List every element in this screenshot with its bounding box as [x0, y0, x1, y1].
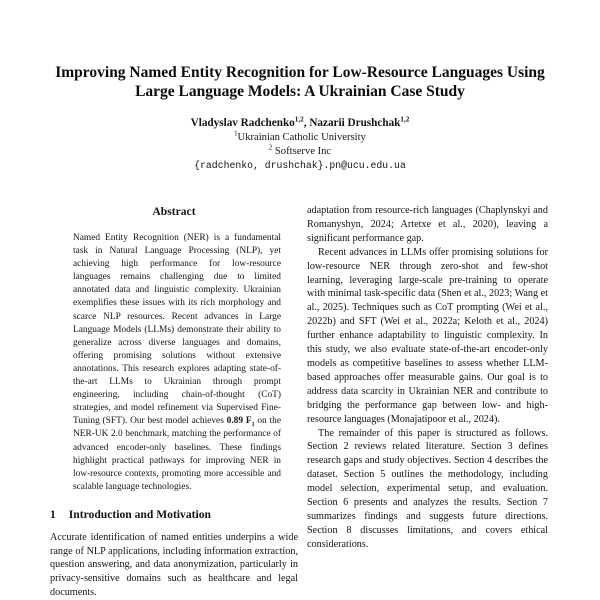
f1-score-value: 0.89 $F_1$: [226, 416, 255, 429]
left-column: [50, 204, 298, 599]
right-column-paragraph-3: The remainder of this paper is structured as follows. Section 2 reviews related literature. Section 3 defines research gaps and study objectives. Section 4 describes the dataset. Section 5 outlines the methodology, including model selection, experimental setup, and evaluation. Section 6 presents and analyzes the results. Section 7 summarizes findings and suggests future directions. Section 8 discusses limitations, and covers ethical considerations.: [307, 427, 548, 550]
affiliation-1-superscript: 1: [234, 130, 238, 138]
section-1-heading: [50, 507, 298, 522]
affiliation-2: [0, 145, 600, 158]
author-name-2: Nazarii Drushchak: [309, 117, 401, 129]
affiliation-1: [0, 131, 600, 144]
right-column-paragraph-1: adaptation from resource-rich languages (Chaplynskyi and Romanyshyn, 2024; Artetxe et al., 2020), leaving a significant performance gap.: [307, 205, 548, 244]
affiliation-2-superscript: 2: [268, 144, 273, 152]
affiliation-1-name: Ukrainian Catholic University: [237, 132, 366, 143]
affiliation-2-name: Softserve Inc: [272, 146, 332, 157]
paper-title: [0, 63, 600, 101]
author-2-superscript: 1,2: [400, 115, 410, 124]
f1-subscript: 1: [251, 422, 255, 429]
paper-header: [0, 63, 600, 171]
authors-email: {radchenko, drushchak}.pn@ucu.edu.ua: [194, 160, 406, 171]
section-1-number: 1: [50, 507, 56, 521]
author-1-superscript: 1,2: [294, 115, 304, 124]
abstract-heading: Abstract: [152, 205, 196, 218]
section-1-title: Introduction and Motivation: [68, 507, 211, 521]
author-name-1: Vladyslav Radchenko: [190, 117, 295, 129]
title-line-1: Improving Named Entity Recognition for Low-Resource Languages Using: [55, 64, 545, 81]
introduction-paragraph: Accurate identification of named entities underpins a wide range of NLP applications, including information extraction, question answering, and data anonymization, particularly in privacy-sensitive domains such as healthcare and legal documents.: [50, 531, 298, 598]
authors-line: [0, 117, 600, 130]
abstract-text-before-metric: Named Entity Recognition (NER) is a fundamental task in Natural Language Processing (NLP), yet achieving high performance for low-resource languages remains challenging due to limited annotated data and linguistic complexity. Ukrainian exemplifies these issues with its rich morphology and scarce NLP resources. Recent advances in Large Language Models (LLMs) demonstrate their ability to generalize across diverse languages and domains, offering promising solutions without extensive annotations. This research explores adapting state-of-the-art LLMs to Ukrainian through prompt engineering, including chain-of-thought (CoT) strategies, and model refinement via Supervised Fine-Tuning (SFT). Our best model achieves: [73, 233, 281, 427]
two-column-body: [50, 204, 548, 599]
title-line-2: Large Language Models: A Ukrainian Case Study: [135, 83, 465, 100]
right-column-paragraph-2: Recent advances in LLMs offer promising solutions for low-resource NER through zero-shot and few-shot learning, leveraging large-scale pre-training to operate with minimal task-specific data (Shen et al., 2023; Wang et al., 2025). Techniques such as CoT prompting (Wei et al., 2022b) and SFT (Wei et al., 2022a; Keloth et al., 2024) further enhance adaptability to linguistic complexity. In this study, we also evaluate state-of-the-art encoder-only models as competitive baselines to assess whether LLM-based approaches offer measurable gains. Our goal is to address data scarcity in Ukrainian NER and contribute to bridging the performance gap between low- and high-resource languages (Monajatipoor et al., 2024).: [307, 246, 548, 425]
abstract-text-after-metric: on the NER-UK 2.0 benchmark, matching the performance of advanced encoder-only baselines. These findings highlight practical pathways for improving NER in low-resource contexts, promoting more accessible and scalable language technologies.: [73, 416, 281, 492]
abstract-text: [73, 232, 281, 494]
author-separator: ,: [303, 117, 310, 129]
right-column: [307, 204, 548, 599]
